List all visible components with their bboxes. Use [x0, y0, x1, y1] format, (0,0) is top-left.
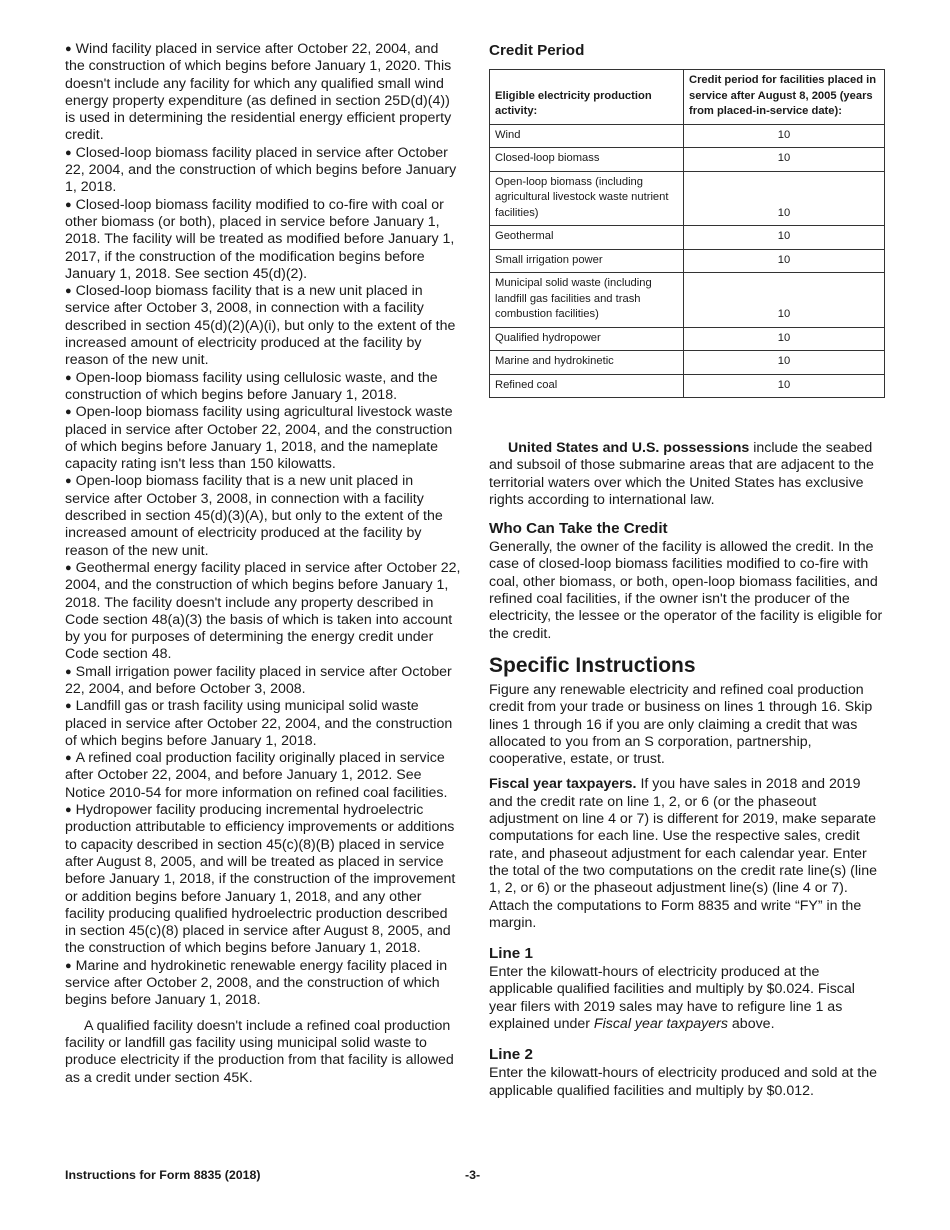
- list-item: [65, 41, 462, 145]
- bullet-icon: ●: [65, 475, 72, 488]
- table-row: [490, 374, 885, 398]
- specific-instructions-text: Figure any renewable electricity and refined coal production credit from your trade or business on lines 1 through 16. Skip lines 1 through 16 if you are only claiming a credit that was allocated to you from an S corporation, partnership, cooperative, estate, or trust.: [489, 681, 873, 768]
- years-cell: 10: [684, 171, 885, 226]
- list-item-text: Open-loop biomass facility using cellulosic waste, and the construction of which begins before January 1, 2018.: [65, 369, 438, 403]
- activity-cell: Wind: [490, 124, 684, 148]
- list-item-text: A refined coal production facility originally placed in service after October 22, 2004, and before January 1, 2012. See Notice 2010-54 for more information on refined coal facilities.: [65, 750, 448, 801]
- years-cell: 10: [684, 148, 885, 172]
- specific-instructions-heading: Specific Instructions: [489, 653, 696, 677]
- left-column: [65, 41, 462, 1087]
- line1-heading: Line 1: [489, 945, 533, 963]
- years-cell: 10: [684, 351, 885, 375]
- who-can-take-text: Generally, the owner of the facility is allowed the credit. In the case of closed-loop biomass facilities modified to co-fire with coal, other biomass, or both, open-loop biomass facilities, and refined coal facilities, if the owner isn't the producer of the electricity, the lessee or the operator of the facility is eligible for the credit.: [489, 539, 883, 642]
- line2-heading: Line 2: [489, 1046, 533, 1064]
- table-row: [490, 226, 885, 250]
- footer-form-title: Instructions for Form 8835 (2018): [65, 1168, 261, 1182]
- list-item: [65, 698, 462, 750]
- list-item-text: Open-loop biomass facility using agricultural livestock waste placed in service after October 22, 2004, and the construction of which begins before January 1, 2018, and the nameplate capacity rating isn't less than 150 kilowatts.: [65, 404, 453, 473]
- us-possessions-term: United States and U.S. possessions: [508, 440, 750, 456]
- bullet-icon: ●: [65, 804, 72, 817]
- page-footer: [65, 1168, 885, 1182]
- activity-cell: Refined coal: [490, 374, 684, 398]
- list-item-text: Open-loop biomass facility that is a new unit placed in service after October 3, 2008, in connection with a facility described in section 45(d)(3)(A), but only to the extent of the increased amount of electricity produced at the facility by reason of the new unit.: [65, 473, 443, 559]
- fiscal-year-paragraph: [489, 776, 885, 932]
- list-item-text: Closed-loop biomass facility modified to co-fire with coal or other biomass (or both), placed in service before January 1, 2018. The facility will be treated as modified before January 1, 2017, if the construction of the modification begins before January 1, 2018. See section 45(d)(2).: [65, 196, 455, 282]
- col2-header: Credit period for facilities placed in service after August 8, 2005 (years from placed-in-service date):: [684, 70, 885, 125]
- list-item: [65, 560, 462, 664]
- years-cell: 10: [684, 327, 885, 351]
- list-item-text: Marine and hydrokinetic renewable energy facility placed in service after October 2, 2008, and the construction of which begins before January 1, 2018.: [65, 957, 448, 1009]
- bullet-icon: ●: [65, 752, 72, 765]
- credit-period-table: [489, 69, 885, 398]
- activity-cell: Geothermal: [490, 226, 684, 250]
- list-item: [65, 958, 462, 1010]
- table-row: [490, 171, 885, 226]
- years-cell: 10: [684, 249, 885, 273]
- line1-text: [489, 964, 885, 1033]
- fiscal-year-term: Fiscal year taxpayers.: [489, 776, 637, 793]
- col1-header: Eligible electricity production activity:: [490, 70, 684, 125]
- list-item: [65, 283, 462, 369]
- list-item: [65, 404, 462, 473]
- list-item-text: Small irrigation power facility placed in service after October 22, 2004, and before October 3, 2008.: [65, 663, 452, 697]
- list-item: [65, 802, 462, 958]
- years-cell: 10: [684, 273, 885, 328]
- list-item-text: Hydropower facility producing incremental hydroelectric production attributable to efficiency improvements or additions to capacity described in section 45(c)(8)(B) placed in service after August 8, 2005, and will be treated as placed in service before January 1, 2018, if the construction of the improvement or addition begins before January 1, 2018, and any other facility producing qualified hydroelectric production described in section 45(c)(8) placed in service after August 8, 2005, and the construction of which begins before January 1, 2018.: [65, 802, 456, 957]
- list-item: [65, 664, 462, 699]
- table-row: [490, 327, 885, 351]
- table-row: [490, 249, 885, 273]
- activity-cell: Qualified hydropower: [490, 327, 684, 351]
- list-item-text: Closed-loop biomass facility that is a new unit placed in service after October 3, 2008, in connection with a facility described in section 45(d)(2)(A)(i), but only to the extent of the increased amount of electricity produced at the facility by reason of the new unit.: [65, 283, 456, 369]
- activity-cell: Municipal solid waste (including landfill gas facilities and trash combustion facilities): [490, 273, 684, 328]
- list-item-text: Wind facility placed in service after October 22, 2004, and the construction of which begins before January 1, 2020. This doesn't include any facility for which any qualified small wind energy property expenditure (as defined in section 25D(d)(4)) is used in determining the residential energy efficient property credit.: [65, 41, 452, 144]
- fiscal-year-text: If you have sales in 2018 and 2019 and the credit rate on line 1, 2, or 6 (or the phaseout adjustment on line 4 or 7) is different for 2019, make separate computations for each line. Use the respective sales, credit rate, and phaseout adjustment for each calendar year. Enter the total of the two computations on the credit rate line(s) (line 1, 2, or 6) or the phaseout adjustment line(s) (line 4 or 7). Attach the computations to Form 8835 and write “FY” in the margin.: [489, 776, 877, 931]
- list-item-text: Landfill gas or trash facility using municipal solid waste placed in service after October 22, 2004, and the construction of which begins before January 1, 2018.: [65, 698, 453, 749]
- us-possessions-text: include the seabed and subsoil of those submarine areas that are adjacent to the territorial waters over which the United States has exclusive rights according to international law.: [489, 440, 874, 508]
- who-can-take-heading: Who Can Take the Credit: [489, 520, 668, 538]
- line1-italic-ref: Fiscal year taxpayers: [593, 1016, 728, 1033]
- bullet-icon: ●: [65, 959, 72, 972]
- bullet-icon: ●: [65, 371, 72, 384]
- right-column: [489, 41, 885, 1100]
- list-item: [65, 145, 462, 197]
- credit-period-heading: Credit Period: [489, 42, 585, 59]
- table-row: [490, 124, 885, 148]
- list-item-text: Closed-loop biomass facility placed in service after October 22, 2004, and the construction of which begins before January 1, 2018.: [65, 144, 457, 196]
- list-item: [65, 370, 462, 405]
- line1-text-after: above.: [727, 1016, 775, 1033]
- years-cell: 10: [684, 226, 885, 250]
- closing-paragraph: A qualified facility doesn't include a refined coal production facility or landfill gas facility using municipal solid waste to produce electricity if the production from that facility is allowed as a credit under section 45K.: [65, 1017, 454, 1086]
- line1-text-before: Enter the kilowatt-hours of electricity produced at the applicable qualified facilities and multiply by $0.024. Fiscal year filers with 2019 sales may have to refigure line 1 as explained under: [489, 964, 855, 1033]
- list-item-text: Geothermal energy facility placed in service after October 22, 2004, and the construction of which begins before January 1, 2018. The facility doesn't include any property described in Code section 48(a)(3) the basis of which is taken into account by you for purposes of determining the energy credit under Code section 48.: [65, 559, 461, 663]
- bullet-icon: ●: [65, 406, 72, 419]
- line2-text: Enter the kilowatt-hours of electricity produced and sold at the applicable qualified facilities and multiply by $0.012.: [489, 1065, 878, 1099]
- table-row: [490, 351, 885, 375]
- bullet-icon: ●: [65, 700, 72, 713]
- list-item: [65, 197, 462, 283]
- bullet-icon: ●: [65, 146, 72, 159]
- bullet-icon: ●: [65, 665, 72, 678]
- table-header-row: [490, 70, 885, 125]
- activity-cell: Closed-loop biomass: [490, 148, 684, 172]
- footer-page-number: -3-: [465, 1168, 481, 1182]
- table-row: [490, 273, 885, 328]
- activity-cell: Small irrigation power: [490, 249, 684, 273]
- us-possessions-paragraph: [489, 440, 885, 509]
- activity-cell: Marine and hydrokinetic: [490, 351, 684, 375]
- list-item: [65, 473, 462, 559]
- bullet-icon: ●: [65, 285, 72, 298]
- bullet-icon: ●: [65, 43, 72, 55]
- list-item: [65, 750, 462, 802]
- qualified-facility-bullet-list: [65, 41, 462, 1010]
- table-row: [490, 148, 885, 172]
- years-cell: 10: [684, 124, 885, 148]
- years-cell: 10: [684, 374, 885, 398]
- bullet-icon: ●: [65, 561, 72, 574]
- bullet-icon: ●: [65, 198, 72, 211]
- activity-cell: Open-loop biomass (including agricultural livestock waste nutrient facilities): [490, 171, 684, 226]
